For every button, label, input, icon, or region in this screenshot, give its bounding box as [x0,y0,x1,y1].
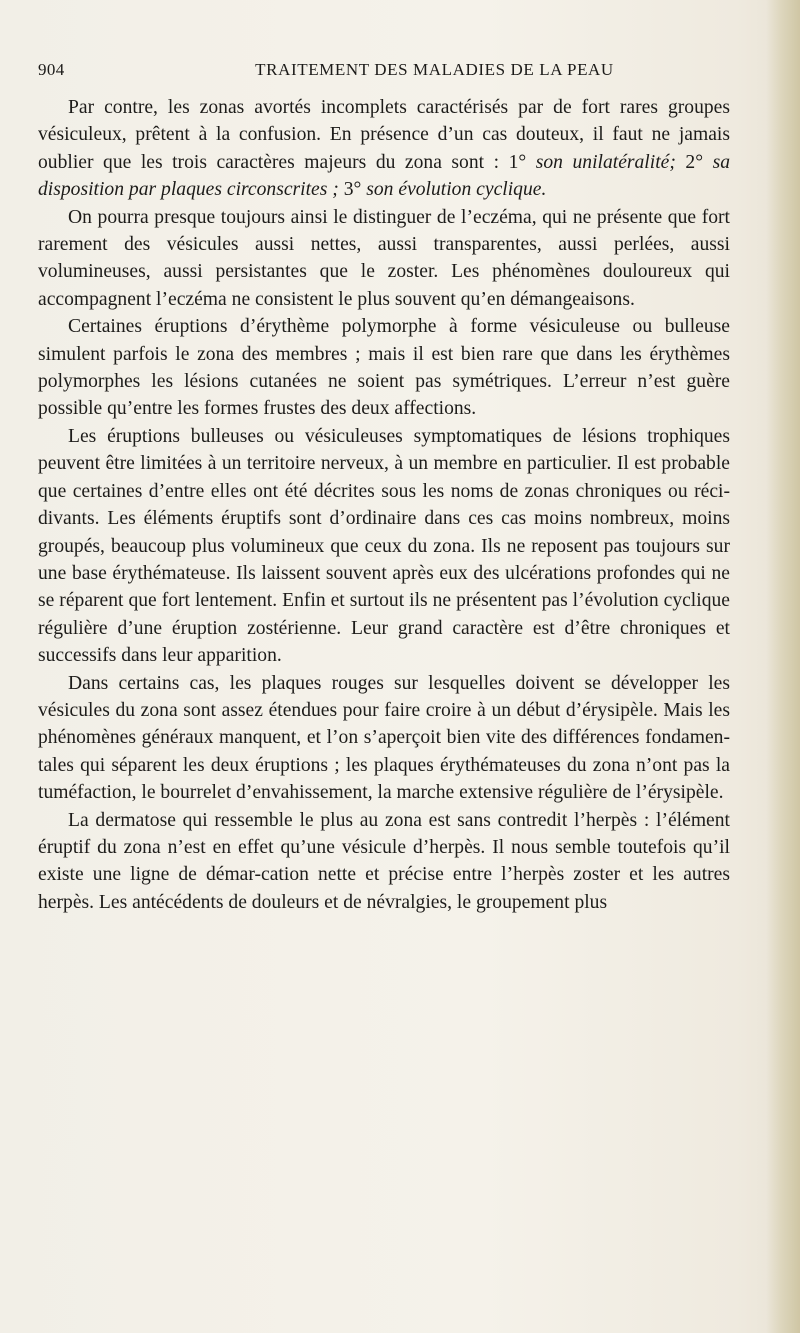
body-text [38,94,730,916]
paragraph-1-text-c: 3° [343,179,362,201]
page-number: 904 [38,60,65,79]
paragraph-1-italic-2: sa disposition par plaques circonscrites ; [38,151,731,201]
paragraph-1-italic-3: son évolution cyclique. [366,179,547,201]
paragraph-1-text-a: Par contre, les zonas avortés incomplets caractérisés par de fort rares groupes vésiculeux, prêtent à la confusion. En présence d’un cas douteux, il faut ne jamais oublier que les trois caractères majeurs du zona sont : 1° [38,97,730,173]
running-title: TRAITEMENT DES MALADIES DE LA PEAU [255,60,614,79]
paragraph-4: Les éruptions bulleuses ou vésiculeuses symptomatiques de lésions trophiques peuvent être limitées à un territoire nerveux, à un membre en particulier. Il est probable que certaines d’entre elles ont été décrites sous les noms de zonas chroniques ou réci-divants. Les éléments éruptifs sont d’ordinaire dans ces cas moins nombreux, moins groupés, beaucoup plus volumineux que ceux du zona. Ils ne reposent pas toujours sur une base érythémateuse. Ils laissent souvent après eux des ulcérations profondes qui ne se réparent que fort lentement. Enfin et surtout ils ne présentent pas l’évolution cyclique régulière d’une éruption zostérienne. Leur grand caractère est d’être chroniques et successifs dans leur apparition. [38,425,730,667]
paragraph-6: La dermatose qui ressemble le plus au zona est sans contredit l’herpès : l’élément éruptif du zona n’est en effet qu’une vésicule d’herpès. Il nous semble toutefois qu’il existe une ligne de démar-cation nette et précise entre l’herpès zoster et les autres herpès. Les antécédents de douleurs et de névralgies, le groupement plus [38,809,730,913]
paragraph-3: Certaines éruptions d’érythème polymorphe à forme vésiculeuse ou bulleuse simulent parfois le zona des membres ; mais il est bien rare que dans les érythèmes polymorphes les lésions cutanées ne soient pas symétriques. L’erreur n’est guère possible qu’entre les formes frustes des deux affections. [38,316,730,420]
paragraph-1 [38,94,730,204]
paragraph-1-text-b: 2° [685,151,704,173]
page-edge-shadow [766,0,800,1333]
paragraph-1-italic-1: son unilatéralité; [535,151,676,173]
running-head [38,60,736,84]
paragraph-5: Dans certains cas, les plaques rouges sur lesquelles doivent se développer les vésicules du zona sont assez étendues pour faire croire à un début d’érysipèle. Mais les phénomènes généraux manquent, et l’on s’aperçoit bien vite des différences fondamen-tales qui séparent les deux éruptions ; les plaques érythémateuses du zona n’ont pas la tuméfaction, le bourrelet d’envahissement, la marche extensive régulière de l’érysipèle. [38,672,730,804]
paragraph-2: On pourra presque toujours ainsi le distinguer de l’eczéma, qui ne présente que fort rarement des vésicules aussi nettes, aussi transparentes, aussi perlées, aussi volumineuses, aussi persistantes que le zoster. Les phénomènes douloureux qui accompagnent l’eczéma ne consistent le plus souvent qu’en démangeaisons. [38,206,730,310]
